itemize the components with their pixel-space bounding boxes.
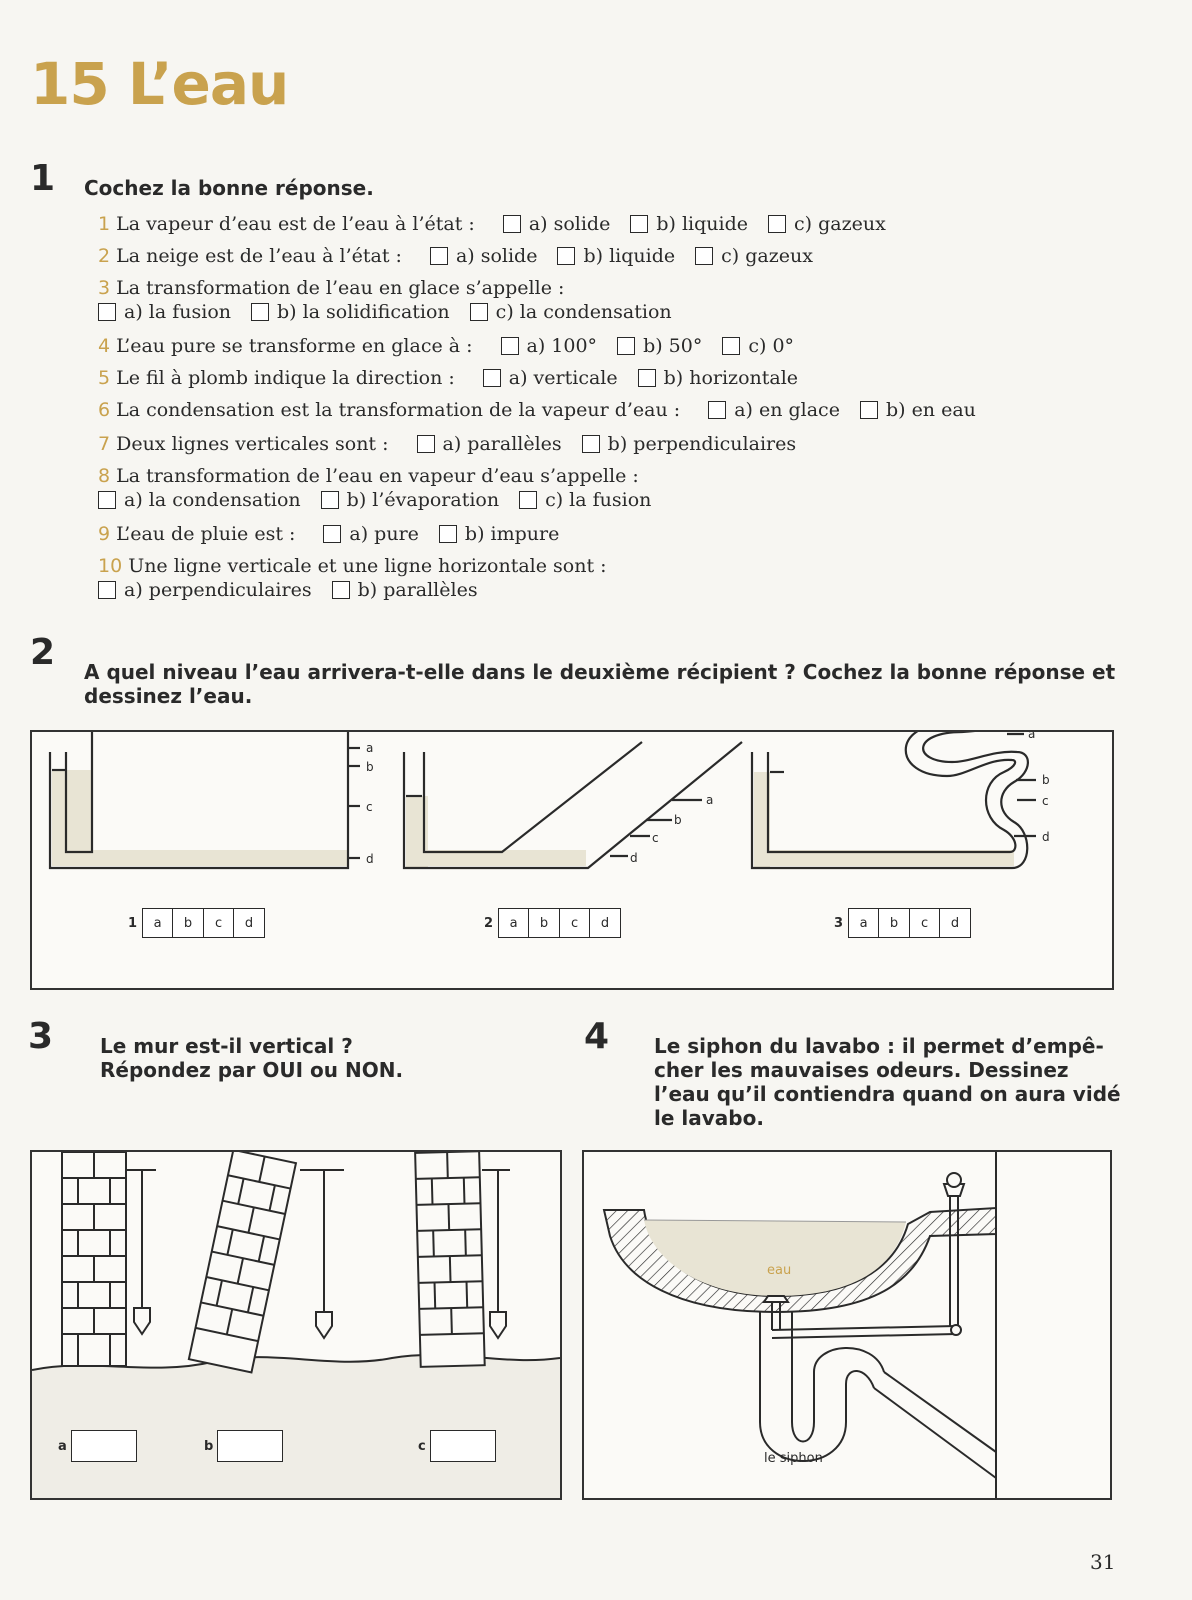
checkbox[interactable] bbox=[470, 303, 488, 321]
checkbox[interactable] bbox=[503, 215, 521, 233]
question-2-option-0[interactable] bbox=[430, 244, 538, 268]
question-number: 9 bbox=[98, 523, 111, 545]
checkbox[interactable] bbox=[98, 491, 116, 509]
level-label-a-2: a bbox=[706, 793, 714, 807]
vessel-2 bbox=[404, 742, 742, 868]
option-label: a) 100° bbox=[526, 335, 598, 357]
sink-basin bbox=[604, 1208, 996, 1312]
question-6-option-0[interactable] bbox=[708, 398, 840, 422]
level-label-a-3: a bbox=[1028, 732, 1036, 741]
plumb-line-b bbox=[300, 1170, 344, 1338]
question-7 bbox=[98, 432, 816, 456]
answer-cell-a[interactable]: a bbox=[142, 908, 174, 938]
exercise-4-figure-frame bbox=[582, 1150, 1112, 1500]
exercise-4-number: 4 bbox=[584, 1016, 610, 1057]
question-7-option-0[interactable] bbox=[417, 432, 562, 456]
option-label: c) la condensation bbox=[495, 301, 672, 323]
question-10-option-0[interactable] bbox=[98, 578, 312, 602]
question-text: La neige est de l’eau à l’état : bbox=[116, 245, 402, 267]
question-number: 2 bbox=[98, 245, 111, 267]
question-8 bbox=[98, 464, 667, 488]
question-text: La vapeur d’eau est de l’eau à l’état : bbox=[116, 213, 475, 235]
communicating-vessels-diagram bbox=[32, 732, 1112, 988]
question-8-option-1[interactable] bbox=[321, 488, 499, 512]
checkbox[interactable] bbox=[638, 369, 656, 387]
question-8-options bbox=[98, 488, 671, 512]
answer-cell-c[interactable]: c bbox=[909, 908, 941, 938]
question-text: Deux lignes verticales sont : bbox=[116, 433, 389, 455]
checkbox[interactable] bbox=[501, 337, 519, 355]
exercise-2-heading-line2: dessinez l’eau. bbox=[84, 684, 253, 708]
option-label: b) en eau bbox=[885, 399, 976, 421]
checkbox[interactable] bbox=[332, 581, 350, 599]
option-label: a) pure bbox=[349, 523, 419, 545]
checkbox[interactable] bbox=[519, 491, 537, 509]
question-number: 8 bbox=[98, 465, 111, 487]
question-text: La transformation de l’eau en glace s’appelle : bbox=[116, 277, 565, 299]
answer-row-3 bbox=[834, 908, 971, 938]
exercise-2-number: 2 bbox=[30, 632, 56, 673]
answer-cell-c[interactable]: c bbox=[559, 908, 591, 938]
exercise-1-heading: Cochez la bonne réponse. bbox=[84, 176, 374, 200]
checkbox[interactable] bbox=[722, 337, 740, 355]
option-label: c) gazeux bbox=[794, 213, 886, 235]
answer-box-b-label: b bbox=[204, 1438, 214, 1454]
sink-siphon-diagram bbox=[584, 1152, 1110, 1498]
answer-box-b[interactable] bbox=[204, 1430, 283, 1462]
option-label: b) horizontale bbox=[663, 367, 799, 389]
question-text: Le fil à plomb indique la direction : bbox=[116, 367, 455, 389]
question-2 bbox=[98, 244, 833, 268]
level-label-a-1: a bbox=[366, 741, 374, 755]
answer-box-a-label: a bbox=[58, 1438, 67, 1454]
level-label-d-2: d bbox=[630, 851, 638, 865]
checkbox[interactable] bbox=[582, 435, 600, 453]
exercise-4-heading-line3: l’eau qu’il contiendra quand on aura vidé bbox=[654, 1082, 1121, 1106]
option-label: c) gazeux bbox=[721, 245, 813, 267]
exercise-2-figure-frame bbox=[30, 730, 1114, 990]
question-4-option-1[interactable] bbox=[617, 334, 702, 358]
level-label-b-3: b bbox=[1042, 773, 1050, 787]
question-text: La transformation de l’eau en vapeur d’eau s’appelle : bbox=[116, 465, 639, 487]
answer-box-b-input[interactable] bbox=[217, 1430, 283, 1462]
checkbox[interactable] bbox=[557, 247, 575, 265]
level-label-d-3: d bbox=[1042, 830, 1050, 844]
question-7-option-1[interactable] bbox=[582, 432, 796, 456]
wall-c bbox=[415, 1152, 485, 1367]
checkbox[interactable] bbox=[860, 401, 878, 419]
option-label: a) verticale bbox=[508, 367, 618, 389]
question-6 bbox=[98, 398, 996, 422]
answer-cell-c[interactable]: c bbox=[203, 908, 235, 938]
answer-box-c[interactable] bbox=[418, 1430, 496, 1462]
question-number: 10 bbox=[98, 555, 123, 577]
exercise-2-heading-line1: A quel niveau l’eau arrivera-t-elle dans le deuxième récipient ? Cochez la bonne réponse et bbox=[84, 660, 1116, 684]
checkbox[interactable] bbox=[708, 401, 726, 419]
question-8-option-2[interactable] bbox=[519, 488, 651, 512]
option-label: a) la fusion bbox=[124, 301, 231, 323]
plumb-line-c bbox=[482, 1170, 510, 1338]
wall-a bbox=[62, 1152, 126, 1366]
exercise-1-number: 1 bbox=[30, 158, 56, 199]
option-label: b) 50° bbox=[643, 335, 703, 357]
level-label-b-2: b bbox=[674, 813, 682, 827]
option-label: b) liquide bbox=[583, 245, 676, 267]
page-title: 15 L’eau bbox=[30, 50, 289, 118]
vessel-3 bbox=[752, 732, 1036, 868]
question-1-option-2[interactable] bbox=[768, 212, 886, 236]
question-9 bbox=[98, 522, 579, 546]
answer-cell-b[interactable]: b bbox=[528, 908, 560, 938]
question-1-option-1[interactable] bbox=[630, 212, 748, 236]
exercise-3-heading-line2: Répondez par OUI ou NON. bbox=[100, 1058, 404, 1082]
checkbox[interactable] bbox=[251, 303, 269, 321]
answer-cell-b[interactable]: b bbox=[172, 908, 204, 938]
answer-box-c-input[interactable] bbox=[430, 1430, 496, 1462]
answer-row-label: 1 bbox=[128, 915, 138, 931]
option-label: a) la condensation bbox=[124, 489, 301, 511]
option-label: a) solide bbox=[528, 213, 611, 235]
page-number: 31 bbox=[1090, 1550, 1116, 1574]
checkbox[interactable] bbox=[323, 525, 341, 543]
exercise-4-heading-line4: le lavabo. bbox=[654, 1106, 764, 1130]
exercise-3-figure-frame bbox=[30, 1150, 562, 1500]
question-8-option-0[interactable] bbox=[98, 488, 301, 512]
answer-cell-d[interactable]: d bbox=[233, 908, 265, 938]
option-label: b) perpendiculaires bbox=[607, 433, 797, 455]
answer-cell-a[interactable]: a bbox=[498, 908, 530, 938]
answer-box-c-label: c bbox=[418, 1438, 426, 1454]
question-number: 7 bbox=[98, 433, 111, 455]
option-label: a) solide bbox=[455, 245, 538, 267]
exercise-3-number: 3 bbox=[28, 1016, 54, 1057]
question-4-option-0[interactable] bbox=[501, 334, 598, 358]
option-label: b) l’évaporation bbox=[346, 489, 500, 511]
question-text: Une ligne verticale et une ligne horizontale sont : bbox=[128, 555, 607, 577]
question-text: L’eau pure se transforme en glace à : bbox=[116, 335, 473, 357]
question-3-options bbox=[98, 300, 692, 324]
answer-cell-a[interactable]: a bbox=[848, 908, 880, 938]
option-label: b) liquide bbox=[656, 213, 748, 235]
question-5 bbox=[98, 366, 818, 390]
question-6-option-1[interactable] bbox=[860, 398, 976, 422]
question-10-option-1[interactable] bbox=[332, 578, 478, 602]
question-1 bbox=[98, 212, 906, 236]
option-label: c) 0° bbox=[748, 335, 795, 357]
answer-row-2 bbox=[484, 908, 621, 938]
exercise-4-heading-line2: cher les mauvaises odeurs. Dessinez bbox=[654, 1058, 1069, 1082]
question-number: 4 bbox=[98, 335, 111, 357]
answer-box-a-input[interactable] bbox=[71, 1430, 137, 1462]
question-2-option-1[interactable] bbox=[557, 244, 675, 268]
question-4-option-2[interactable] bbox=[722, 334, 794, 358]
question-9-option-0[interactable] bbox=[323, 522, 419, 546]
level-label-c-2: c bbox=[652, 831, 659, 845]
question-9-option-1[interactable] bbox=[439, 522, 559, 546]
level-label-b-1: b bbox=[366, 760, 374, 774]
option-label: a) parallèles bbox=[442, 433, 562, 455]
question-text: L’eau de pluie est : bbox=[116, 523, 296, 545]
question-1-option-0[interactable] bbox=[503, 212, 611, 236]
checkbox[interactable] bbox=[430, 247, 448, 265]
option-label: b) parallèles bbox=[357, 579, 478, 601]
answer-row-label: 2 bbox=[484, 915, 494, 931]
checkbox[interactable] bbox=[483, 369, 501, 387]
question-5-option-0[interactable] bbox=[483, 366, 618, 390]
checkbox[interactable] bbox=[768, 215, 786, 233]
question-number: 3 bbox=[98, 277, 111, 299]
checkbox[interactable] bbox=[417, 435, 435, 453]
answer-cell-d[interactable]: d bbox=[589, 908, 621, 938]
answer-cell-b[interactable]: b bbox=[878, 908, 910, 938]
siphon-label: le siphon bbox=[764, 1451, 823, 1466]
option-label: c) la fusion bbox=[545, 489, 652, 511]
checkbox[interactable] bbox=[439, 525, 457, 543]
checkbox[interactable] bbox=[630, 215, 648, 233]
option-label: b) impure bbox=[464, 523, 560, 545]
option-label: b) la solidification bbox=[277, 301, 450, 323]
answer-cell-d[interactable]: d bbox=[939, 908, 971, 938]
question-3 bbox=[98, 276, 592, 300]
wall-b bbox=[189, 1152, 296, 1372]
checkbox[interactable] bbox=[617, 337, 635, 355]
question-number: 6 bbox=[98, 399, 111, 421]
question-10-options bbox=[98, 578, 498, 602]
question-10 bbox=[98, 554, 635, 578]
level-label-d-1: d bbox=[366, 852, 374, 866]
answer-row-1 bbox=[128, 908, 265, 938]
question-5-option-1[interactable] bbox=[638, 366, 798, 390]
exercise-3-heading-line1: Le mur est-il vertical ? bbox=[100, 1034, 353, 1058]
question-number: 1 bbox=[98, 213, 111, 235]
option-label: a) en glace bbox=[734, 399, 840, 421]
question-text: La condensation est la transformation de la vapeur d’eau : bbox=[116, 399, 681, 421]
checkbox[interactable] bbox=[98, 303, 116, 321]
plumb-line-a bbox=[126, 1170, 156, 1334]
option-label: a) perpendiculaires bbox=[124, 579, 312, 601]
question-4 bbox=[98, 334, 814, 358]
exercise-4-heading-line1: Le siphon du lavabo : il permet d’empê- bbox=[654, 1034, 1104, 1058]
answer-row-label: 3 bbox=[834, 915, 844, 931]
question-2-option-2[interactable] bbox=[695, 244, 813, 268]
question-number: 5 bbox=[98, 367, 111, 389]
checkbox[interactable] bbox=[695, 247, 713, 265]
water-label: eau bbox=[767, 1263, 792, 1278]
level-label-c-3: c bbox=[1042, 794, 1049, 808]
question-3-option-2[interactable] bbox=[470, 300, 672, 324]
answer-box-a[interactable] bbox=[58, 1430, 137, 1462]
question-3-option-1[interactable] bbox=[251, 300, 450, 324]
question-3-option-0[interactable] bbox=[98, 300, 231, 324]
level-label-c-1: c bbox=[366, 800, 373, 814]
checkbox[interactable] bbox=[321, 491, 339, 509]
vessel-1 bbox=[50, 732, 360, 868]
level-labels bbox=[366, 732, 1050, 866]
checkbox[interactable] bbox=[98, 581, 116, 599]
